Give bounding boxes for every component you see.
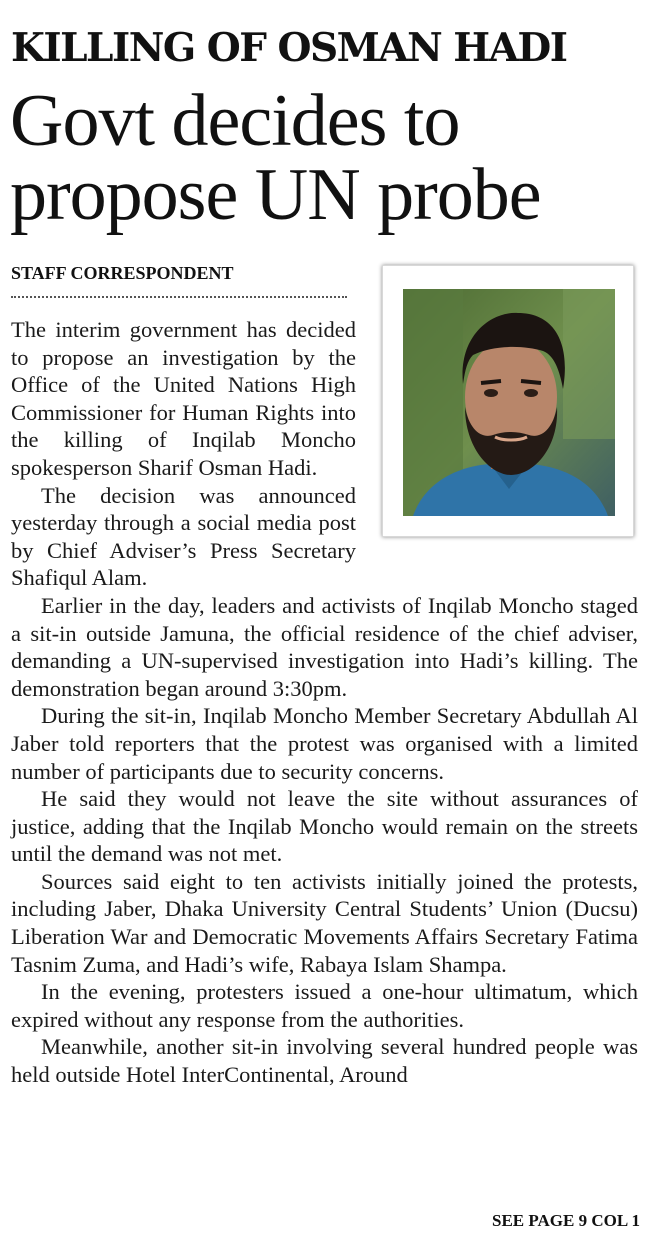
- paragraph-8: Meanwhile, another sit-in involving several hundred people was held outside Hotel InterContinental, Around: [11, 1034, 638, 1088]
- paragraph-5: He said they would not leave the site without assurances of justice, adding that the Inqilab Moncho would remain on the streets until the demand was not met.: [11, 786, 638, 867]
- kicker-label: KILLING OF OSMAN HADI: [11, 25, 567, 71]
- continuation-label: SEE PAGE 9 COL 1: [492, 1211, 640, 1230]
- headline-line-1: Govt decides to: [10, 80, 460, 162]
- article-body: [11, 316, 638, 1089]
- paragraph-7: In the evening, protesters issued a one-hour ultimatum, which expired without any response from the authorities.: [11, 979, 638, 1032]
- photo-float-spacer: [356, 316, 638, 537]
- paragraph-4: During the sit-in, Inqilab Moncho Member Secretary Abdullah Al Jaber told reporters that the protest was organised with a limited number of participants due to security concerns.: [11, 703, 638, 784]
- paragraph-1: The interim government has decided to propose an investigation by the Office of the United Nations High Commissioner for Human Rights into the killing of Inqilab Moncho spokesperson Sharif Osman Hadi.: [11, 317, 356, 480]
- paragraph-6: Sources said eight to ten activists initially joined the protests, including Jaber, Dhaka University Central Students’ Union (Ducsu) Liberation War and Democratic Movements Affairs Secretary Fatima Tasnim Zuma, and Hadi’s wife, Rabaya Islam Shampa.: [11, 868, 638, 977]
- paragraph-2: The decision was announced yesterday through a social media post by Chief Adviser’s Press Secretary Shafiqul Alam.: [11, 482, 356, 591]
- paragraph-3: Earlier in the day, leaders and activists of Inqilab Moncho staged a sit-in outside Jamuna, the official residence of the chief adviser, demanding a UN-supervised investigation into Hadi’s killing. The demonstration began around 3:30pm.: [11, 592, 638, 701]
- byline: STAFF CORRESPONDENT: [11, 263, 234, 283]
- byline-divider: [11, 296, 347, 298]
- headline-line-2: propose UN probe: [10, 154, 541, 236]
- headline: [10, 80, 646, 236]
